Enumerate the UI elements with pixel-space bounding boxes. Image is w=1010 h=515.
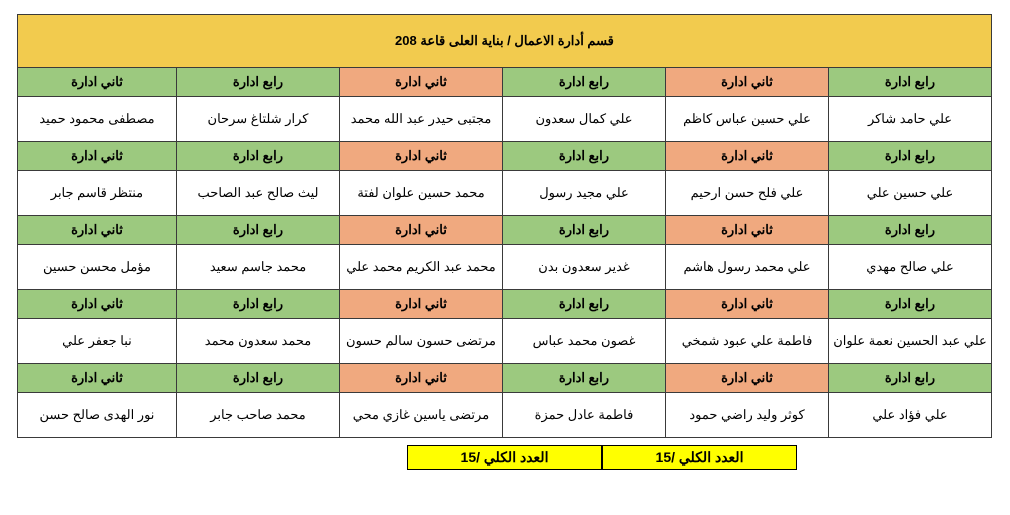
column-header: ثاني ادارة — [666, 68, 829, 97]
student-name: مرتضى حسون سالم حسون — [340, 319, 503, 364]
page-title: قسم أدارة الاعمال / بناية العلى قاعة 208 — [17, 15, 991, 68]
column-header: رابع ادارة — [829, 142, 992, 171]
student-name: محمد حسين علوان لفتة — [340, 171, 503, 216]
column-header: ثاني ادارة — [666, 216, 829, 245]
student-name: مؤمل محسن حسين — [17, 245, 176, 290]
student-name: فاطمة علي عبود شمخي — [666, 319, 829, 364]
student-name: محمد سعدون محمد — [177, 319, 340, 364]
column-header: ثاني ادارة — [340, 290, 503, 319]
column-header: ثاني ادارة — [666, 364, 829, 393]
totals-row — [18, 445, 992, 471]
column-header: رابع ادارة — [503, 290, 666, 319]
student-name: علي حسين علي — [829, 171, 992, 216]
column-header: ثاني ادارة — [340, 364, 503, 393]
column-header: رابع ادارة — [503, 142, 666, 171]
column-header: رابع ادارة — [503, 68, 666, 97]
header-row — [17, 216, 991, 245]
column-header: رابع ادارة — [177, 68, 340, 97]
column-header: ثاني ادارة — [666, 142, 829, 171]
student-name: علي صالح مهدي — [829, 245, 992, 290]
table-row — [17, 393, 991, 438]
student-name: فاطمة عادل حمزة — [503, 393, 666, 438]
table-row — [17, 97, 991, 142]
student-name: غصون محمد عباس — [503, 319, 666, 364]
column-header: رابع ادارة — [177, 216, 340, 245]
column-header: ثاني ادارة — [17, 364, 176, 393]
student-name: منتظر قاسم جابر — [17, 171, 176, 216]
column-header: ثاني ادارة — [17, 142, 176, 171]
student-name: كرار شلتاغ سرحان — [177, 97, 340, 142]
student-name: علي فؤاد علي — [829, 393, 992, 438]
student-name: علي عبد الحسين نعمة علوان — [829, 319, 992, 364]
student-name: ليث صالح عبد الصاحب — [177, 171, 340, 216]
title-row — [17, 15, 991, 68]
student-name: مجتبى حيدر عبد الله محمد — [340, 97, 503, 142]
student-name: نور الهدى صالح حسن — [17, 393, 176, 438]
column-header: ثاني ادارة — [17, 290, 176, 319]
total-count-badge: العدد الكلي /15 — [602, 445, 797, 470]
table-row — [17, 171, 991, 216]
column-header: ثاني ادارة — [340, 142, 503, 171]
column-header: ثاني ادارة — [17, 68, 176, 97]
column-header: ثاني ادارة — [340, 216, 503, 245]
total-count-badge: العدد الكلي /15 — [407, 445, 602, 470]
student-name: علي حسين عباس كاظم — [666, 97, 829, 142]
student-name: محمد جاسم سعيد — [177, 245, 340, 290]
column-header: رابع ادارة — [829, 216, 992, 245]
column-header: رابع ادارة — [503, 216, 666, 245]
header-row — [17, 68, 991, 97]
column-header: رابع ادارة — [503, 364, 666, 393]
column-header: ثاني ادارة — [666, 290, 829, 319]
column-header: ثاني ادارة — [340, 68, 503, 97]
header-row — [17, 290, 991, 319]
students-table — [17, 14, 992, 438]
table-row — [17, 319, 991, 364]
column-header: رابع ادارة — [829, 68, 992, 97]
column-header: رابع ادارة — [829, 364, 992, 393]
student-name: علي محمد رسول هاشم — [666, 245, 829, 290]
student-name: كوثر وليد راضي حمود — [666, 393, 829, 438]
student-name: نبا جعفر علي — [17, 319, 176, 364]
header-row — [17, 364, 991, 393]
student-name: علي حامد شاكر — [829, 97, 992, 142]
column-header: رابع ادارة — [177, 142, 340, 171]
student-name: مصطفى محمود حميد — [17, 97, 176, 142]
student-name: علي فلح حسن ارحيم — [666, 171, 829, 216]
student-name: مرتضى ياسين غازي محي — [340, 393, 503, 438]
table-row — [17, 245, 991, 290]
column-header: ثاني ادارة — [17, 216, 176, 245]
column-header: رابع ادارة — [177, 290, 340, 319]
student-name: علي مجيد رسول — [503, 171, 666, 216]
student-name: محمد عبد الكريم محمد علي — [340, 245, 503, 290]
header-row — [17, 142, 991, 171]
column-header: رابع ادارة — [829, 290, 992, 319]
student-name: محمد صاحب جابر — [177, 393, 340, 438]
student-name: غدير سعدون بدن — [503, 245, 666, 290]
column-header: رابع ادارة — [177, 364, 340, 393]
student-name: علي كمال سعدون — [503, 97, 666, 142]
